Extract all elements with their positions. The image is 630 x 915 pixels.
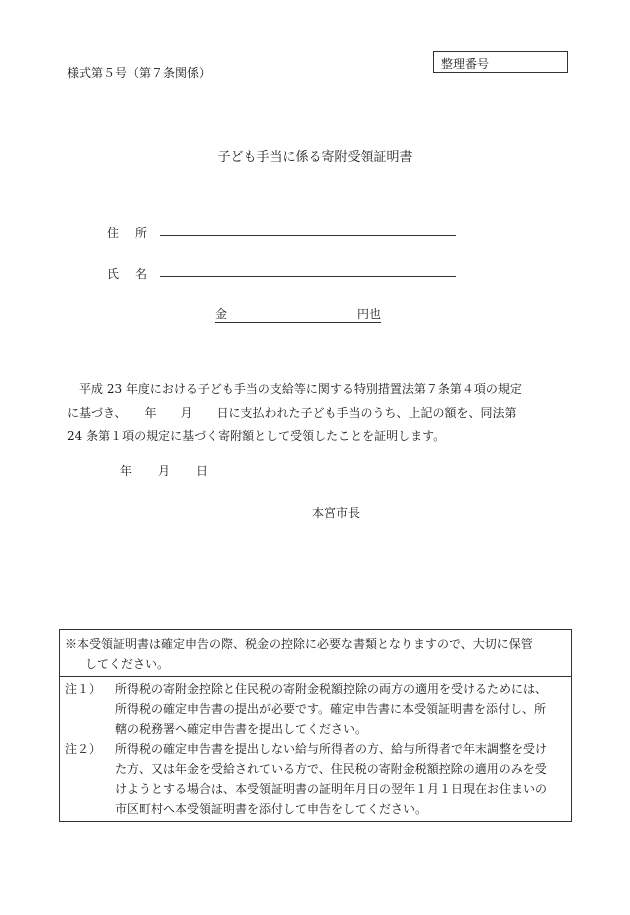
note-item xyxy=(65,679,565,739)
name-input-line[interactable] xyxy=(160,276,456,277)
document-title: 子ども手当に係る寄附受領証明書 xyxy=(217,150,413,165)
address-label xyxy=(107,224,147,241)
amount-prefix: 金 xyxy=(215,307,228,321)
issue-date xyxy=(120,462,208,479)
issuer-name: 本宮市長 xyxy=(312,506,361,520)
note-item xyxy=(65,739,565,819)
note-line: 所得税の確定申告書の提出が必要です。確定申告書に本受領証明書を添付し、所 xyxy=(115,702,547,716)
date-day: 日 xyxy=(196,464,209,478)
notice-section xyxy=(60,630,571,677)
notes-box xyxy=(59,629,572,822)
certification-line-1: 平成 23 年度における子ども手当の支給等に関する特別措置法第７条第４項の規定 xyxy=(67,382,522,396)
certification-line-3: 24 条第１項の規定に基づく寄附額として受領したことを証明します。 xyxy=(67,429,446,443)
amount-field[interactable] xyxy=(215,305,381,323)
certification-text xyxy=(67,378,557,449)
address-input-line[interactable] xyxy=(160,235,456,236)
name-label xyxy=(107,265,147,282)
notice-line-1: ※本受領証明書は確定申告の際、税金の控除に必要な書類となりますので、大切に保管 xyxy=(65,637,533,651)
notice-line-2: してください。 xyxy=(85,657,170,671)
form-number: 様式第５号（第７条関係） xyxy=(67,66,212,80)
certification-line-2: に基づき、 年 月 日に支払われた子ども手当のうち、上記の額を、同法第 xyxy=(67,405,517,420)
note-line: 市区町村へ本受領証明書を添付して申告をしてください。 xyxy=(115,802,428,816)
note-mark: 注２） xyxy=(65,742,102,756)
notes-section xyxy=(60,677,571,819)
name-label-char-2: 名 xyxy=(135,267,148,281)
note-line: 轄の税務署へ確定申告書を提出してください。 xyxy=(115,722,368,736)
note-line: た方、又は年金を受給されている方で、住民税の寄附金税額控除の適用のみを受 xyxy=(115,762,547,776)
name-label-char-1: 氏 xyxy=(107,267,120,281)
address-label-char-1: 住 xyxy=(107,226,120,240)
reference-number-box: 整理番号 xyxy=(433,51,568,73)
address-label-char-2: 所 xyxy=(135,226,148,240)
note-mark: 注１） xyxy=(65,682,102,696)
amount-suffix: 円也 xyxy=(356,307,381,321)
date-month: 月 xyxy=(158,464,171,478)
date-year: 年 xyxy=(120,464,133,478)
note-line: 所得税の寄附金控除と住民税の寄附金税額控除の両方の適用を受けるためには、 xyxy=(115,682,548,696)
note-line: 所得税の確定申告書を提出しない給与所得者の方、給与所得者で年末調整を受け xyxy=(115,742,548,756)
note-line: けようとする場合は、本受領証明書の証明年月日の翌年１月１日現在お住まいの xyxy=(115,782,548,796)
